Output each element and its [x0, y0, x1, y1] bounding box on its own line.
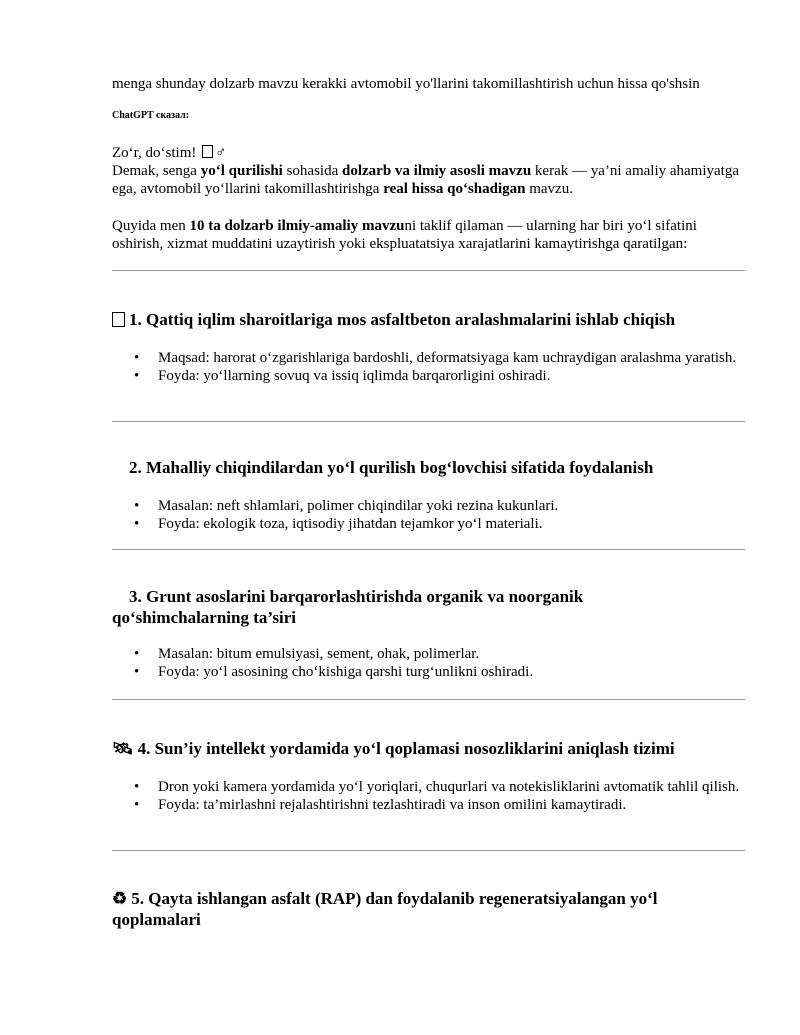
section-3-list	[112, 645, 745, 681]
unknown-glyph-icon	[112, 312, 125, 327]
list-item: • Masalan: bitum emulsiyasi, sement, ohak, polimerlar.	[158, 645, 745, 663]
unknown-glyph-icon	[202, 145, 213, 158]
assistant-label: ChatGPT сказал:	[112, 110, 190, 121]
list-item: • Foyda: yo‘llarning sovuq va issiq iqlimda barqarorligini oshiradi.	[158, 367, 745, 385]
divider	[112, 699, 745, 700]
section-1-title: 1. Qattiq iqlim sharoitlariga mos asfaltbeton aralashmalarini ishlab chiqish	[112, 309, 745, 330]
intro-paragraph-1: Demak, senga yo‘l qurilishi sohasida dolzarb va ilmiy asosli mavzu kerak — ya’ni amaliy ahamiyatga ega, avtomobil yo‘llarini takomillashtirishga real hissa qo‘shadigan mavzu.	[112, 163, 740, 197]
list-item: • Masalan: neft shlamlari, polimer chiqindilar yoki rezina kukunlari.	[158, 497, 745, 515]
recycle-icon: ♻	[112, 889, 128, 908]
list-item: • Dron yoki kamera yordamida yo‘l yoriqlari, chuqurlari va notekisliklarini avtomatik tahlil qilish.	[158, 778, 745, 796]
intro-paragraph-2: Quyida men 10 ta dolzarb ilmiy-amaliy mavzuni taklif qilaman — ularning har biri yo‘l sifatini oshirish, xizmat muddatini uzaytirish yoki ekspluatatsiya xarajatlarini kamaytirishga qaratilgan:	[112, 218, 697, 252]
section-1-list	[112, 349, 745, 385]
list-item: • Foyda: ekologik toza, iqtisodiy jihatdan tejamkor yo‘l materiali.	[158, 515, 745, 533]
section-4-list	[112, 778, 745, 814]
list-item: • Foyda: yo‘l asosining cho‘kishiga qarshi turg‘unlikni oshiradi.	[158, 663, 745, 681]
list-item: • Maqsad: harorat o‘zgarishlariga bardoshli, deformatsiyaga kam uchraydigan aralashma yaratish.	[158, 349, 745, 367]
section-5-title: ♻ 5. Qayta ishlangan asfalt (RAP) dan foydalanib regeneratsiyalangan yo‘l qoplamalari	[112, 889, 658, 929]
list-item: • Foyda: ta’mirlashni rejalashtirishni tezlashtiradi va inson omilini kamaytiradi.	[158, 796, 745, 814]
section-4-title: 🛰 4. Sun’iy intellekt yordamida yo‘l qoplamasi nosozliklarini aniqlash tizimi	[112, 739, 675, 758]
assistant-intro	[112, 144, 745, 198]
divider	[112, 549, 745, 550]
divider	[112, 270, 745, 271]
user-question: menga shunday dolzarb mavzu kerakki avtomobil yo'llarini takomillashtirish uchun hissa qo'shsin	[112, 76, 700, 92]
section-2-title: 2. Mahalliy chiqindilardan yo‘l qurilish bog‘lovchisi sifatida foydalanish	[129, 458, 654, 477]
greeting-line	[112, 144, 745, 162]
section-3-title: 3. Grunt asoslarini barqarorlashtirishda organik va noorganik qo‘shimchalarning ta’siri	[112, 587, 584, 627]
section-2-list	[112, 497, 745, 533]
satellite-icon: 🛰	[112, 739, 134, 758]
divider	[112, 421, 745, 422]
divider	[112, 850, 745, 851]
male-sign-icon: ♂	[215, 145, 227, 161]
greeting-text: Zo‘r, do‘stim!	[112, 145, 197, 161]
